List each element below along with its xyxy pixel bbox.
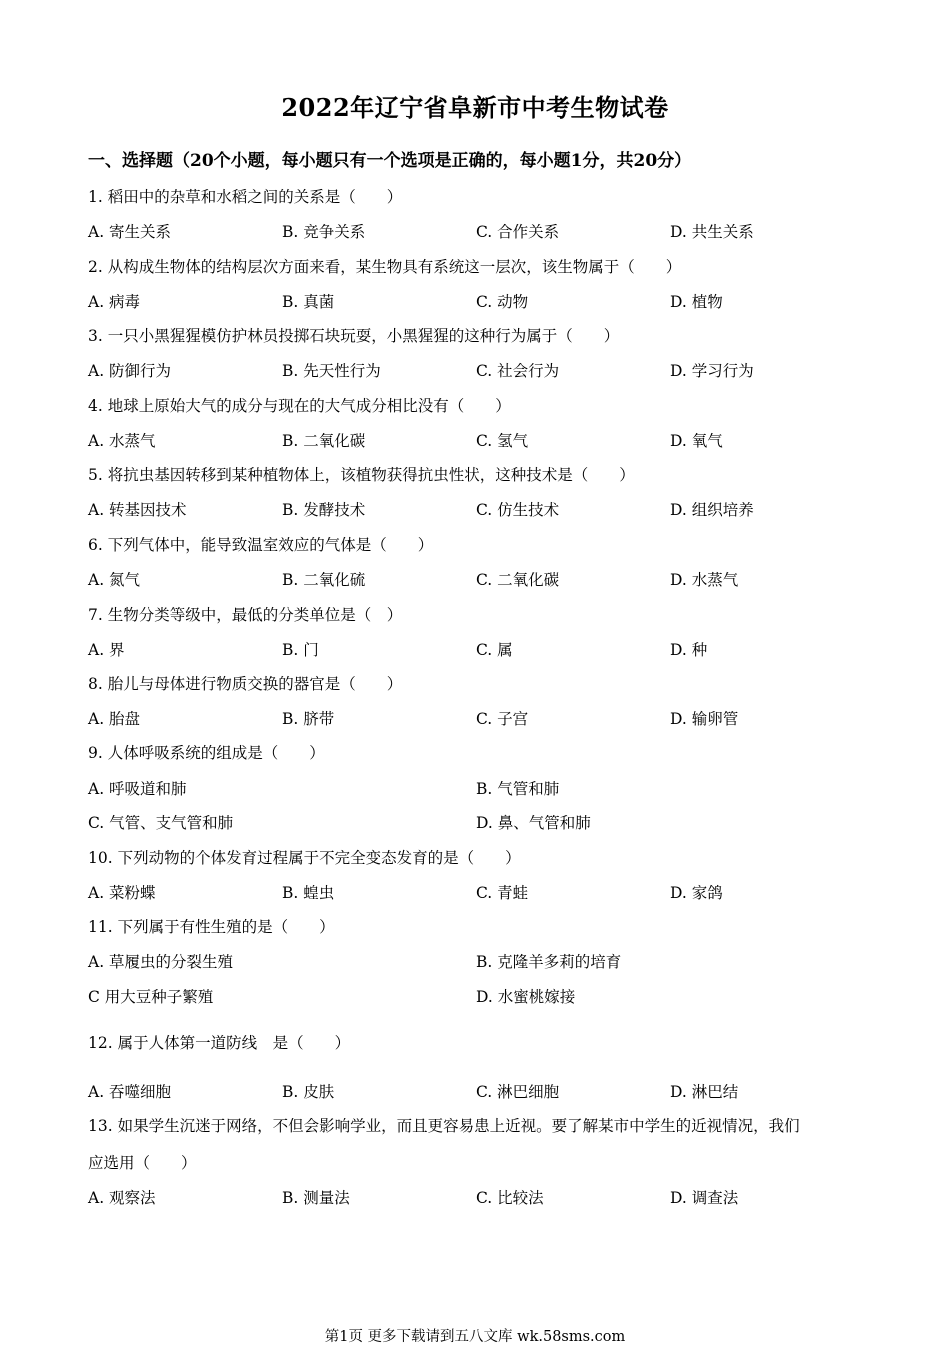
question-8-stem: 8. 胎儿与母体进行物质交换的器官是（ ） (88, 675, 403, 693)
question-9-option-a: A. 呼吸道和肺 (88, 780, 187, 798)
question-11-stem: 11. 下列属于有性生殖的是（ ） (88, 918, 335, 936)
question-9-option-d: D. 鼻、气管和肺 (476, 814, 591, 832)
question-12-option-a: A. 吞噬细胞 (88, 1083, 172, 1101)
question-11-option-a: A. 草履虫的分裂生殖 (88, 953, 234, 971)
section-heading: 一、选择题（20个小题，每小题只有一个选项是正确的，每小题1分，共20分） (88, 151, 692, 171)
question-3-stem: 3. 一只小黑猩猩模仿护林员投掷石块玩耍，小黑猩猩的这种行为属于（ ） (88, 327, 620, 345)
question-8-option-d: D. 输卵管 (670, 710, 739, 728)
question-8-option-c: C. 子宫 (476, 710, 529, 728)
question-5-option-c: C. 仿生技术 (476, 501, 560, 519)
question-7-stem: 7. 生物分类等级中，最低的分类单位是（ ） (88, 606, 403, 624)
question-11-option-d: D. 水蜜桃嫁接 (476, 988, 576, 1006)
question-11-option-b: B. 克隆羊多莉的培育 (476, 953, 622, 971)
question-8-option-b: B. 脐带 (282, 710, 335, 728)
question-13-option-b: B. 测量法 (282, 1189, 350, 1207)
question-8-option-a: A. 胎盘 (88, 710, 141, 728)
question-7-option-a: A. 界 (88, 641, 125, 659)
question-6-stem: 6. 下列气体中，能导致温室效应的气体是（ ） (88, 536, 434, 554)
question-1-option-a: A. 寄生关系 (88, 223, 172, 241)
question-13-option-a: A. 观察法 (88, 1189, 156, 1207)
question-6-option-c: C. 二氧化碳 (476, 571, 560, 589)
question-13-option-c: C. 比较法 (476, 1189, 544, 1207)
question-9-option-c: C. 气管、支气管和肺 (88, 814, 234, 832)
question-6-option-d: D. 水蒸气 (670, 571, 739, 589)
question-6-option-a: A. 氮气 (88, 571, 141, 589)
question-5-option-b: B. 发酵技术 (282, 501, 366, 519)
question-4-option-d: D. 氧气 (670, 432, 723, 450)
question-1-stem: 1. 稻田中的杂草和水稻之间的关系是（ ） (88, 188, 403, 206)
question-7-option-c: C. 属 (476, 641, 513, 659)
question-5-stem: 5. 将抗虫基因转移到某种植物体上，该植物获得抗虫性状，这种技术是（ ） (88, 466, 635, 484)
question-3-option-d: D. 学习行为 (670, 362, 754, 380)
question-4-stem: 4. 地球上原始大气的成分与现在的大气成分相比没有（ ） (88, 397, 511, 415)
page-title: 2022年辽宁省阜新市中考生物试卷 (281, 93, 669, 122)
question-4-option-c: C. 氢气 (476, 432, 529, 450)
question-12-stem: 12. 属于人体第一道防线 是（ ） (88, 1034, 351, 1052)
question-12-option-d: D. 淋巴结 (670, 1083, 739, 1101)
question-13-option-d: D. 调查法 (670, 1189, 739, 1207)
question-5-option-d: D. 组织培养 (670, 501, 754, 519)
question-3-option-c: C. 社会行为 (476, 362, 560, 380)
question-6-option-b: B. 二氧化硫 (282, 571, 366, 589)
question-7-option-d: D. 种 (670, 641, 708, 659)
question-5-option-a: A. 转基因技术 (88, 501, 187, 519)
question-13-stem: 13. 如果学生沉迷于网络，不但会影响学业，而且更容易患上近视。要了解某市中学生的近视情况，我们 (88, 1117, 800, 1135)
question-12-option-c: C. 淋巴细胞 (476, 1083, 560, 1101)
question-9-stem: 9. 人体呼吸系统的组成是（ ） (88, 744, 325, 762)
page-footer: 第1页 更多下载请到五八文库 wk.58sms.com (324, 1329, 626, 1345)
question-10-option-c: C. 青蛙 (476, 884, 529, 902)
question-9-option-b: B. 气管和肺 (476, 780, 560, 798)
question-3-option-a: A. 防御行为 (88, 362, 172, 380)
question-2-stem: 2. 从构成生物体的结构层次方面来看，某生物具有系统这一层次，该生物属于（ ） (88, 258, 682, 276)
question-2-option-b: B. 真菌 (282, 293, 335, 311)
question-2-option-c: C. 动物 (476, 293, 529, 311)
question-3-option-b: B. 先天性行为 (282, 362, 381, 380)
question-10-stem: 10. 下列动物的个体发育过程属于不完全变态发育的是（ ） (88, 849, 521, 867)
question-11-option-c: C 用大豆种子繁殖 (88, 988, 214, 1006)
question-7-option-b: B. 门 (282, 641, 319, 659)
question-1-option-b: B. 竞争关系 (282, 223, 366, 241)
question-1-option-c: C. 合作关系 (476, 223, 560, 241)
question-10-option-a: A. 菜粉蝶 (88, 884, 156, 902)
question-2-option-a: A. 病毒 (88, 293, 141, 311)
question-10-option-b: B. 蝗虫 (282, 884, 335, 902)
question-2-option-d: D. 植物 (670, 293, 723, 311)
question-12-option-b: B. 皮肤 (282, 1083, 335, 1101)
question-13-stem-continued: 应选用（ ） (88, 1154, 197, 1172)
question-10-option-d: D. 家鸽 (670, 884, 723, 902)
question-4-option-b: B. 二氧化碳 (282, 432, 366, 450)
question-4-option-a: A. 水蒸气 (88, 432, 156, 450)
question-1-option-d: D. 共生关系 (670, 223, 754, 241)
